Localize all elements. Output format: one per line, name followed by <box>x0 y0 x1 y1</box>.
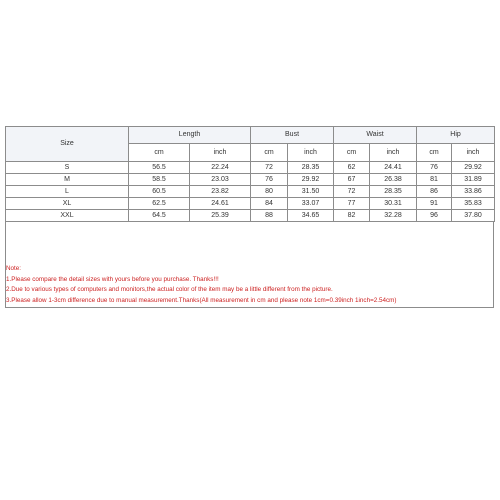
table-cell: 33.86 <box>452 186 495 198</box>
hip-header: Hip <box>417 127 495 144</box>
table-cell: 29.92 <box>452 162 495 174</box>
table-cell: 32.28 <box>370 210 417 222</box>
table-cell: 34.65 <box>288 210 334 222</box>
table-cell: 31.50 <box>288 186 334 198</box>
size-cell: L <box>6 186 129 198</box>
size-table <box>5 126 495 222</box>
table-cell: 23.82 <box>190 186 251 198</box>
unit-header: cm <box>129 144 190 162</box>
waist-header: Waist <box>334 127 417 144</box>
unit-header: inch <box>190 144 251 162</box>
table-cell: 56.5 <box>129 162 190 174</box>
bust-header: Bust <box>251 127 334 144</box>
table-cell: 31.89 <box>452 174 495 186</box>
length-header: Length <box>129 127 251 144</box>
table-cell: 96 <box>417 210 452 222</box>
size-cell: XXL <box>6 210 129 222</box>
table-cell: 91 <box>417 198 452 210</box>
table-row <box>6 186 495 198</box>
unit-header: inch <box>452 144 495 162</box>
table-row <box>6 210 495 222</box>
table-cell: 58.5 <box>129 174 190 186</box>
note-line: 3.Please allow 1-3cm difference due to manual measurement.Thanks(All measurement in cm and please note 1cm=0.39inch 1inch=2.54cm) <box>6 296 397 304</box>
unit-header: inch <box>288 144 334 162</box>
unit-header: cm <box>417 144 452 162</box>
table-cell: 77 <box>334 198 370 210</box>
table-cell: 25.39 <box>190 210 251 222</box>
note-line: 1.Please compare the detail sizes with yours before you purchase. Thanks!!! <box>6 275 219 283</box>
table-cell: 76 <box>417 162 452 174</box>
table-cell: 22.24 <box>190 162 251 174</box>
table-cell: 37.80 <box>452 210 495 222</box>
size-chart <box>5 126 494 308</box>
size-column-header: Size <box>6 127 129 162</box>
table-cell: 33.07 <box>288 198 334 210</box>
table-row <box>6 162 495 174</box>
table-cell: 35.83 <box>452 198 495 210</box>
table-cell: 72 <box>251 162 288 174</box>
table-row <box>6 174 495 186</box>
table-cell: 26.38 <box>370 174 417 186</box>
table-cell: 81 <box>417 174 452 186</box>
table-cell: 29.92 <box>288 174 334 186</box>
notes-title: Note: <box>6 265 22 272</box>
table-spacer <box>5 222 494 262</box>
table-cell: 82 <box>334 210 370 222</box>
table-cell: 24.61 <box>190 198 251 210</box>
table-cell: 80 <box>251 186 288 198</box>
table-header-row <box>6 127 495 144</box>
table-cell: 28.35 <box>370 186 417 198</box>
table-cell: 23.03 <box>190 174 251 186</box>
table-cell: 28.35 <box>288 162 334 174</box>
table-cell: 60.5 <box>129 186 190 198</box>
note-line: 2.Due to various types of computers and monitors,the actual color of the item may be a little different from the picture. <box>6 286 333 293</box>
table-cell: 30.31 <box>370 198 417 210</box>
table-cell: 76 <box>251 174 288 186</box>
size-cell: S <box>6 162 129 174</box>
table-cell: 84 <box>251 198 288 210</box>
table-cell: 86 <box>417 186 452 198</box>
unit-header: inch <box>370 144 417 162</box>
size-cell: XL <box>6 198 129 210</box>
table-row <box>6 198 495 210</box>
table-cell: 88 <box>251 210 288 222</box>
table-cell: 62 <box>334 162 370 174</box>
unit-header: cm <box>251 144 288 162</box>
unit-header: cm <box>334 144 370 162</box>
size-cell: M <box>6 174 129 186</box>
table-cell: 64.5 <box>129 210 190 222</box>
table-cell: 67 <box>334 174 370 186</box>
table-cell: 72 <box>334 186 370 198</box>
table-cell: 24.41 <box>370 162 417 174</box>
table-cell: 62.5 <box>129 198 190 210</box>
notes-box <box>5 262 494 308</box>
